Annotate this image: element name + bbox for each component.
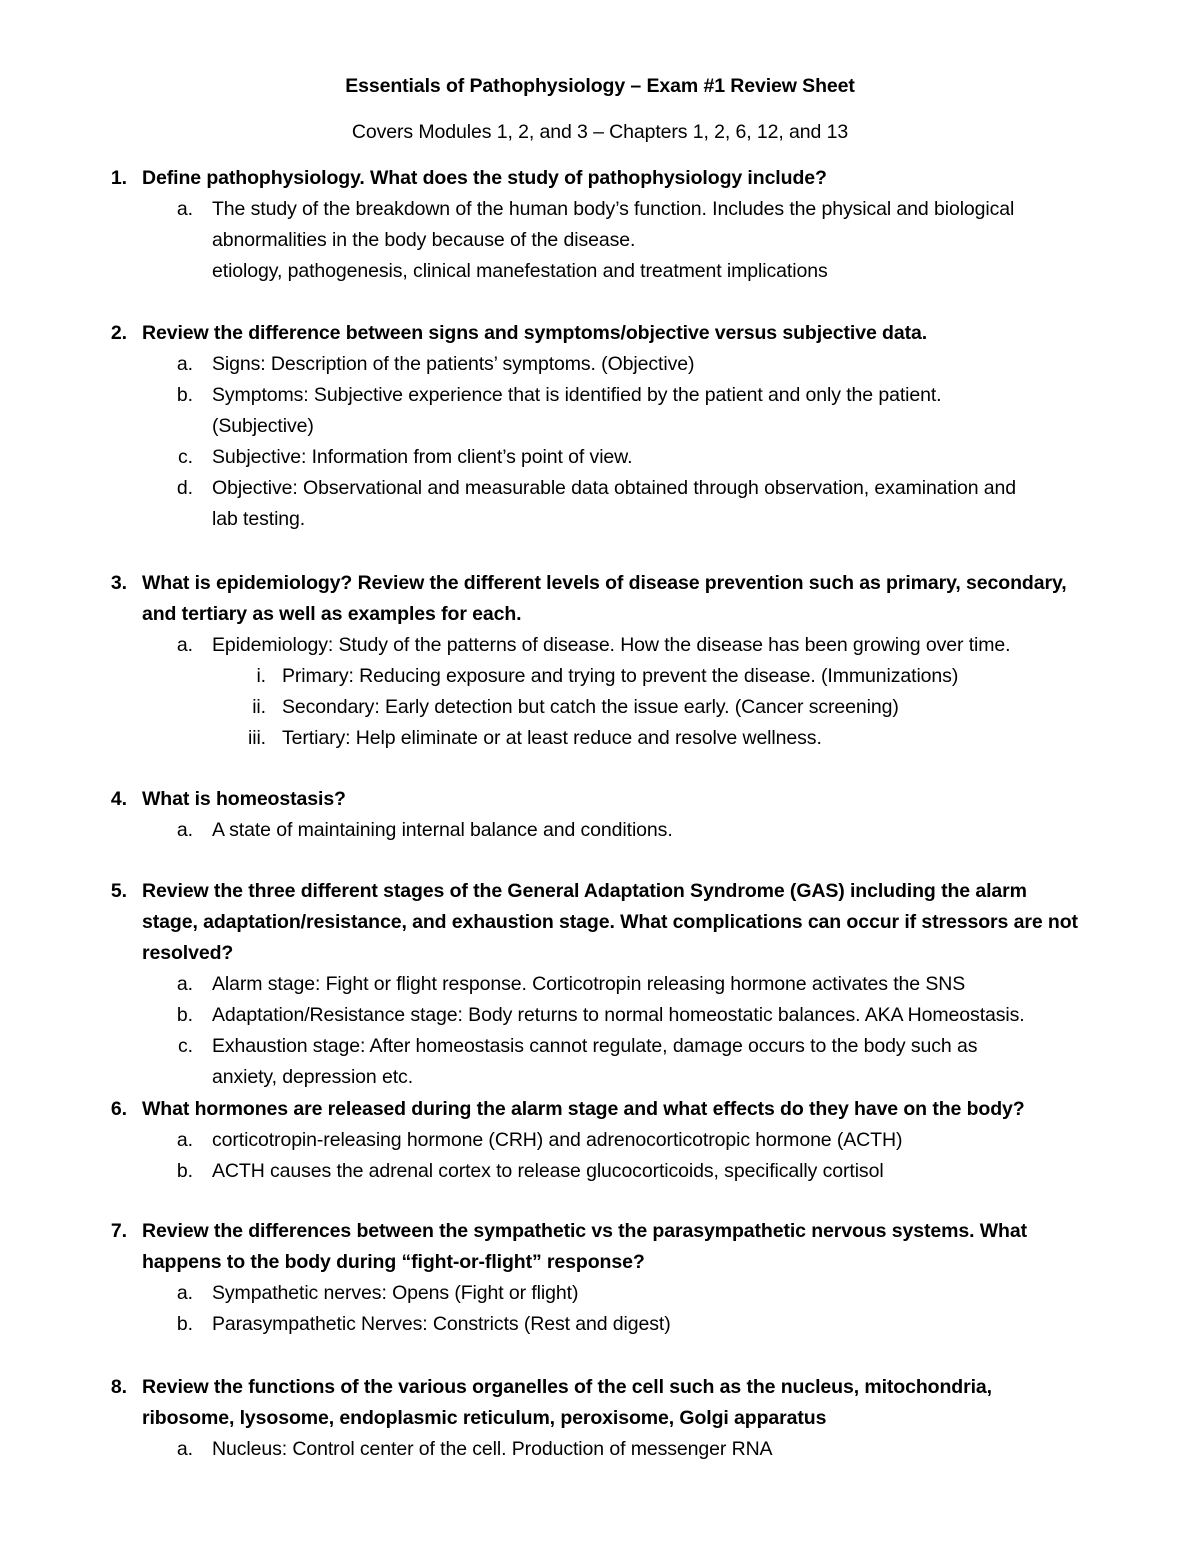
question-text: Review the three different stages of the General Adaptation Syndrome (GAS) including the alarm — [142, 880, 1027, 902]
question-text: Review the functions of the various organelles of the cell such as the nucleus, mitochondria, — [142, 1376, 992, 1398]
question-text: and tertiary as well as examples for each. — [142, 603, 522, 625]
subitem-marker: i. — [256, 665, 266, 687]
answer-text: corticotropin-releasing hormone (CRH) and adrenocorticotropic hormone (ACTH) — [212, 1129, 903, 1151]
subitem-text: Primary: Reducing exposure and trying to prevent the disease. (Immunizations) — [282, 665, 959, 687]
answer-text: ACTH causes the adrenal cortex to release glucocorticoids, specifically cortisol — [212, 1160, 884, 1182]
question-text: resolved? — [142, 942, 234, 964]
answer-text: Alarm stage: Fight or flight response. Corticotropin releasing hormone activates the SNS — [212, 973, 966, 995]
question-text: ribosome, lysosome, endoplasmic reticulum, peroxisome, Golgi apparatus — [142, 1407, 827, 1429]
answer-text: anxiety, depression etc. — [212, 1066, 414, 1088]
answer-text: Exhaustion stage: After homeostasis cannot regulate, damage occurs to the body such as — [212, 1035, 978, 1057]
answer-marker: a. — [176, 819, 193, 841]
question-number: 6. — [110, 1098, 127, 1120]
answer-marker: a. — [176, 353, 193, 375]
answer-marker: b. — [176, 1004, 193, 1026]
question-number: 1. — [110, 167, 127, 189]
subitem-marker: iii. — [247, 727, 266, 749]
question-text: Review the difference between signs and symptoms/objective versus subjective data. — [142, 322, 928, 344]
answer-text: abnormalities in the body because of the disease. — [212, 229, 636, 251]
answer-marker: c. — [178, 446, 193, 468]
subitem-marker: ii. — [252, 696, 266, 718]
question-text: stage, adaptation/resistance, and exhaustion stage. What complications can occur if stressors are not — [142, 911, 1078, 933]
answer-marker: c. — [178, 1035, 193, 1057]
answer-text: Parasympathetic Nerves: Constricts (Rest and digest) — [212, 1313, 671, 1335]
answer-text: The study of the breakdown of the human body’s function. Includes the physical and biological — [212, 198, 1015, 220]
answer-marker: b. — [176, 1160, 193, 1182]
question-number: 5. — [110, 880, 127, 902]
answer-text: Subjective: Information from client’s point of view. — [212, 446, 633, 468]
question-text: What is epidemiology? Review the different levels of disease prevention such as primary, secondary, — [142, 572, 1067, 594]
answer-marker: a. — [176, 1129, 193, 1151]
question-text: What is homeostasis? — [142, 788, 346, 810]
document-title: Essentials of Pathophysiology – Exam #1 Review Sheet — [345, 75, 855, 97]
question-number: 3. — [110, 572, 127, 594]
question-number: 8. — [110, 1376, 127, 1398]
answer-marker: a. — [176, 634, 193, 656]
answer-text: Nucleus: Control center of the cell. Production of messenger RNA — [212, 1438, 773, 1460]
question-number: 7. — [110, 1220, 127, 1242]
document-subtitle: Covers Modules 1, 2, and 3 – Chapters 1, 2, 6, 12, and 13 — [351, 121, 849, 143]
answer-text: Symptoms: Subjective experience that is identified by the patient and only the patient. — [212, 384, 942, 406]
subitem-text: Secondary: Early detection but catch the issue early. (Cancer screening) — [282, 696, 899, 718]
answer-text: Sympathetic nerves: Opens (Fight or flight) — [212, 1282, 579, 1304]
answer-text: A state of maintaining internal balance and conditions. — [212, 819, 673, 841]
question-text: happens to the body during “fight-or-flight” response? — [142, 1251, 645, 1273]
answer-text: Epidemiology: Study of the patterns of disease. How the disease has been growing over time. — [212, 634, 1011, 656]
answer-marker: a. — [176, 973, 193, 995]
answer-text: Adaptation/Resistance stage: Body returns to normal homeostatic balances. AKA Homeostasis. — [212, 1004, 1025, 1026]
subitem-text: Tertiary: Help eliminate or at least reduce and resolve wellness. — [282, 727, 822, 749]
answer-text: (Subjective) — [212, 415, 314, 437]
answer-marker: b. — [176, 1313, 193, 1335]
answer-marker: a. — [176, 1438, 193, 1460]
question-text: What hormones are released during the alarm stage and what effects do they have on the body? — [142, 1098, 1025, 1120]
answer-text: Objective: Observational and measurable data obtained through observation, examination and — [212, 477, 1017, 499]
answer-text: lab testing. — [212, 508, 306, 530]
answer-marker: b. — [176, 384, 193, 406]
question-text: Define pathophysiology. What does the study of pathophysiology include? — [142, 167, 827, 189]
answer-text: etiology, pathogenesis, clinical manefestation and treatment implications — [212, 260, 828, 282]
question-number: 4. — [110, 788, 127, 810]
question-text: Review the differences between the sympathetic vs the parasympathetic nervous systems. What — [142, 1220, 1027, 1242]
answer-marker: a. — [176, 1282, 193, 1304]
answer-marker: d. — [176, 477, 193, 499]
answer-text: Signs: Description of the patients’ symptoms. (Objective) — [212, 353, 695, 375]
question-number: 2. — [110, 322, 127, 344]
answer-marker: a. — [176, 198, 193, 220]
